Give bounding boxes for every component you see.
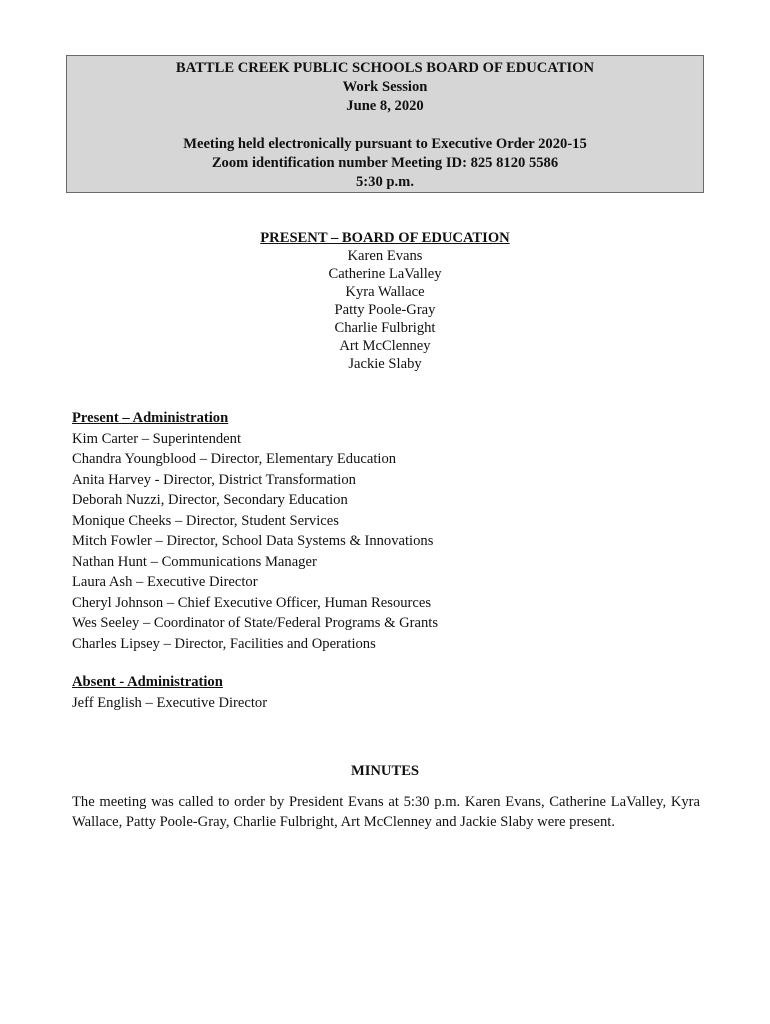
absent-section [72,672,267,713]
board-member: Art McClenney [339,338,431,354]
admin-member: Charles Lipsey – Director, Facilities and Operations [72,635,376,652]
header-spacer [67,116,703,135]
absent-heading: Absent - Administration [72,674,223,690]
admin-heading: Present – Administration [72,410,229,426]
header-box [66,55,704,193]
admin-member: Laura Ash – Executive Director [72,574,258,590]
admin-member: Nathan Hunt – Communications Manager [72,553,317,570]
admin-member: Mitch Fowler – Director, School Data Systems & Innovations [72,533,434,549]
admin-member: Cheryl Johnson – Chief Executive Officer, Human Resources [72,594,432,611]
meeting-time: 5:30 p.m. [356,174,414,190]
meeting-date: June 8, 2020 [346,98,424,114]
admin-member: Anita Harvey - Director, District Transformation [72,471,356,488]
board-member: Charlie Fulbright [334,320,436,336]
board-member: Jackie Slaby [348,356,422,372]
org-title: BATTLE CREEK PUBLIC SCHOOLS BOARD OF EDUCATION [175,60,595,76]
admin-member: Chandra Youngblood – Director, Elementary Education [72,451,397,467]
admin-member: Monique Cheeks – Director, Student Services [72,512,339,529]
zoom-id: Zoom identification number Meeting ID: 825 8120 5586 [211,155,559,171]
meeting-note: Meeting held electronically pursuant to Executive Order 2020-15 [183,136,587,152]
board-member: Kyra Wallace [345,284,425,300]
session-title: Work Session [342,79,428,95]
board-member: Karen Evans [347,248,423,264]
admin-section [72,408,438,654]
minutes-paragraph: The meeting was called to order by President Evans at 5:30 p.m. Karen Evans, Catherine LaValley, Kyra Wallace, Patty Poole-Gray, Charlie Fulbright, Art McClenney and Jackie Slaby were present. [72,794,700,830]
admin-member: Deborah Nuzzi, Director, Secondary Education [72,492,348,508]
minutes-title: MINUTES [350,763,420,779]
board-section [0,229,770,373]
admin-member: Wes Seeley – Coordinator of State/Federal Programs & Grants [72,615,439,631]
absent-member: Jeff English – Executive Director [72,694,268,711]
board-member: Patty Poole-Gray [334,302,436,318]
board-heading: PRESENT – BOARD OF EDUCATION [260,230,510,246]
board-member: Catherine LaValley [328,266,442,282]
admin-member: Kim Carter – Superintendent [72,430,242,447]
